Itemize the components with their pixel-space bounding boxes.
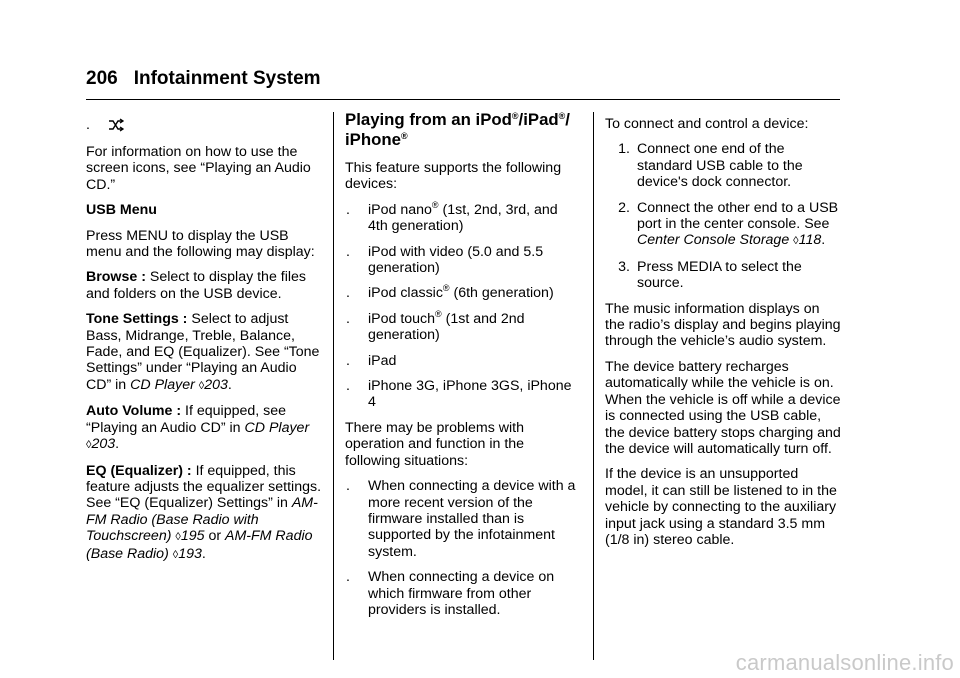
period: . (227, 376, 232, 393)
registered-mark: ® (435, 308, 442, 319)
bullet-mark: . (346, 285, 350, 302)
device-detail: (1st and 2nd generation) (368, 310, 525, 344)
watermark: carmanualsonline.info (735, 650, 954, 675)
step-number: 3. (618, 258, 630, 275)
bullet-mark: . (346, 478, 350, 495)
eq-text: If equipped, this feature adjusts the equalizer settings. See “EQ (Equalizer) Settings” in (86, 462, 322, 512)
browse-item (86, 269, 324, 302)
auto-volume-text: If equipped, see “Playing an Audio CD” in (86, 403, 287, 436)
situation-text: When connecting a device on which firmware from other providers is installed. (368, 569, 555, 618)
eq-label: EQ (Equalizer) : (86, 462, 192, 479)
device-name: iPod with video (5.0 and 5.5 generation) (368, 243, 544, 277)
page-number: 206 (86, 68, 118, 89)
tone-settings-item (86, 311, 324, 394)
unsupported-paragraph: If the device is an unsupported model, it can still be listened to in the vehicle by connecting to the auxiliary input jack using a standard 3.5 mm (1/8 in) stereo cable. (605, 466, 837, 548)
or-text: or (204, 528, 225, 545)
bullet-mark: . (86, 116, 90, 133)
device-list-item (345, 285, 581, 301)
column-divider-1 (333, 112, 334, 660)
cd-player-page-link[interactable]: 203 (204, 376, 228, 393)
auto-volume-label: Auto Volume : (86, 403, 182, 420)
heading-part: Playing from an iPod (345, 110, 512, 129)
am-fm-base-link[interactable]: AM-FM Radio (Base Radio) (86, 528, 313, 562)
bullet-mark: . (346, 201, 350, 218)
page-ref-icon: ◊ (175, 531, 181, 544)
usb-menu-paragraph: Press MENU to display the USB menu and the following may display: (86, 227, 315, 261)
browse-text: Select to display the files and folders on the USB device. (86, 269, 307, 302)
registered-mark: ® (511, 111, 519, 121)
bullet-mark: . (346, 310, 350, 327)
period: . (115, 436, 120, 453)
column-3 (605, 116, 843, 557)
center-console-page-link[interactable]: 118 (798, 232, 822, 249)
tone-settings-label: Tone Settings : (86, 311, 188, 328)
page-ref-icon: ◊ (172, 548, 179, 561)
cd-player-page-link-2[interactable]: 203 (91, 436, 116, 453)
step-text: Connect the other end to a USB port in the center console. See (637, 199, 839, 233)
device-list-item (345, 199, 581, 235)
device-list-item (345, 378, 581, 411)
problems-paragraph: There may be problems with operation and function in the following situations: (345, 419, 525, 469)
step-text: Connect one end of the standard USB cable to the device's dock connector. (637, 141, 803, 191)
column-1 (86, 116, 324, 572)
column-2 (345, 110, 581, 627)
step-item (605, 200, 843, 250)
device-list-item (345, 308, 581, 344)
step-item (605, 259, 843, 292)
tone-settings-text: Select to adjust Bass, Midrange, Treble, Balance, Fade, and EQ (Equalizer). See “Tone Settings” under “Playing an Audio CD” in (86, 311, 320, 393)
cd-player-link[interactable]: CD Player (130, 376, 195, 393)
browse-label: Browse : (86, 269, 146, 286)
page-ref-icon: ◊ (86, 439, 92, 452)
music-info-paragraph: The music information displays on the radio’s display and begins playing through the vehicle’s audio system. (605, 300, 841, 350)
auto-volume-item (86, 403, 324, 453)
bullet-mark: . (346, 243, 350, 260)
eq-item (86, 463, 324, 563)
shuffle-bullet (86, 116, 324, 134)
page-header (86, 68, 321, 90)
step-text: Press MEDIA to select the source. (637, 258, 802, 292)
heading-part: / (565, 110, 570, 129)
am-fm-touchscreen-page-link[interactable]: 195 (180, 528, 205, 545)
device-name: iPod classic (368, 285, 443, 302)
shuffle-icon (108, 118, 124, 132)
step-number: 1. (618, 141, 630, 158)
period: . (821, 232, 826, 249)
screen-icons-paragraph: For information on how to use the screen icons, see “Playing an Audio CD.” (86, 144, 311, 193)
bullet-mark: . (346, 378, 350, 395)
am-fm-base-page-link[interactable]: 193 (178, 545, 202, 562)
device-name: iPod nano (368, 201, 432, 218)
header-rule (86, 99, 840, 100)
situation-item (345, 569, 581, 618)
heading-part: /iPad (518, 110, 559, 129)
registered-mark: ® (442, 283, 450, 294)
bullet-mark: . (346, 352, 350, 369)
bullet-mark: . (346, 569, 350, 586)
connect-intro: To connect and control a device: (605, 116, 809, 132)
situation-text: When connecting a device with a more recent version of the firmware installed than is supported by the infotainment system. (368, 478, 576, 560)
heading-part: iPhone (345, 130, 401, 149)
step-number: 2. (618, 199, 630, 216)
page-ref-icon: ◊ (793, 235, 799, 248)
step-item (605, 141, 843, 190)
cd-player-link-2[interactable]: CD Player (244, 419, 310, 436)
page-ref-icon: ◊ (198, 379, 205, 392)
registered-mark: ® (400, 131, 408, 141)
device-detail: (6th generation) (449, 285, 554, 302)
supported-devices-intro: This feature supports the following devices: (345, 160, 562, 193)
ipod-section-heading (345, 110, 581, 150)
situation-item (345, 478, 581, 560)
registered-mark: ® (558, 111, 566, 121)
period: . (201, 545, 206, 562)
center-console-storage-link[interactable]: Center Console Storage (637, 232, 790, 249)
device-list-item (345, 353, 581, 369)
device-name: iPad (368, 352, 397, 369)
section-title: Infotainment System (133, 68, 321, 89)
device-list-item (345, 244, 581, 277)
device-name: iPod touch (368, 310, 436, 327)
battery-paragraph: The device battery recharges automatically while the vehicle is on. When the vehicle is off while a device is connected using the USB cable, the device battery stops charging and the device will automatically turn off. (605, 358, 841, 457)
device-detail: (1st, 2nd, 3rd, and 4th generation) (368, 201, 558, 235)
am-fm-touchscreen-link[interactable]: AM-FM Radio (Base Radio with Touchscreen) (86, 495, 318, 545)
registered-mark: ® (431, 199, 439, 210)
device-name: iPhone 3G, iPhone 3GS, iPhone 4 (368, 378, 572, 411)
column-divider-2 (593, 112, 594, 660)
usb-menu-heading: USB Menu (86, 202, 157, 219)
